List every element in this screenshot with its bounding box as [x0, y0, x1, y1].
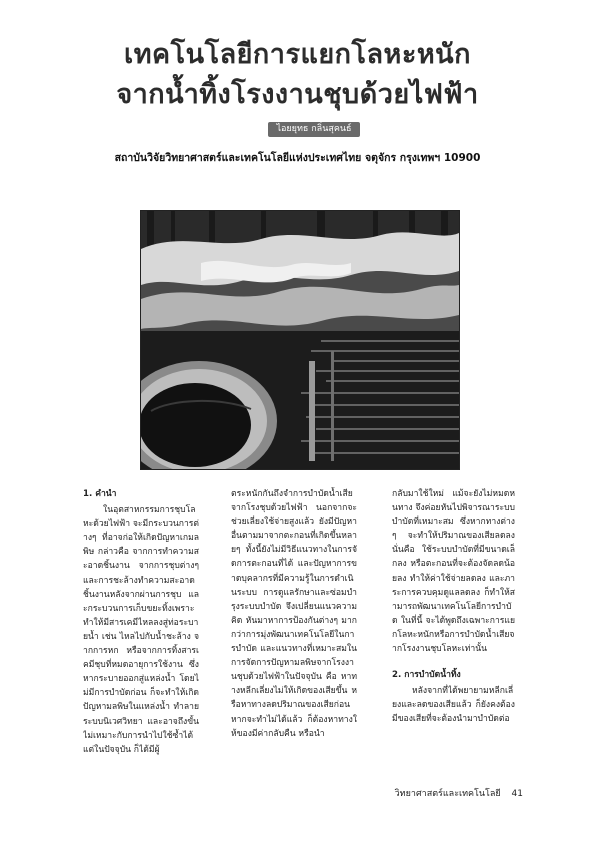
paragraph-intro-end: กลับมาใช้ใหม่ แม้จะยังไม่หมดหนทาง จึงค่อยหันไปพิจารณาระบบบำบัดที่เหมาะสม ซึ่งหากทางต่างๆ จะทำให้ปริมาณของเสียลดลง นั่นคือ ใช้ระบบบำบัดที่มีขนาดเล็กลง หรือตะกอนที่จะต้องจัดลดน้อยลง ทำให้ค่าใช้จ่ายลดลง และภาระการควบคุมดูแลลดลง ก็ทำให้สามารถพัฒนาเทคโนโลยีการบำบัด ในที่นี้ จะได้พูดถึงเฉพาะการแยกโลหะหนักหรือการบำบัดน้ำเสียจากโรงงานชุบโลหะเท่านั้น — [392, 489, 515, 655]
text-column-3 — [392, 487, 515, 777]
article-photo — [140, 210, 460, 470]
article-title-line-1: เทคโนโลยีการแยกโลหะหนัก — [124, 39, 471, 70]
section-heading-treatment: 2. การบำบัดน้ำทิ้ง — [392, 670, 461, 681]
text-column-1 — [83, 487, 199, 777]
article-title-line-2: จากน้ำทิ้งโรงงานชุบด้วยไฟฟ้า — [116, 79, 479, 110]
paragraph-intro-cont: ตระหนักกันถึงจำการบำบัดน้ำเสียจากโรงชุบด้วยไฟฟ้า นอกจากจะช่วยเลี่ยงใช้จ่ายสูงแล้ว ยังมีปัญหาอื่นตามมาจากตะกอนที่เกิดขึ้นหลายๆ ทั้งนี้ยังไม่มีวิธีแนวทางในการจัดการตะกอนที่ได้ และปัญหาการขาดบุคลากรที่มีความรู้ในการดำเนินระบบ การดูแลรักษาและซ่อมบำรุงระบบบำบัด จึงเปลี่ยนแนวความคิด หันมาหาการป้องกันต่างๆ มากกว่าการมุ่งพัฒนาเทคโนโลยีในการบำบัด และแนวทางที่เหมาะสมในการจัดการปัญหามลพิษจากโรงงานชุบด้วยไฟฟ้าในปัจจุบัน คือ หาทางหลีกเลี่ยงไม่ให้เกิดของเสียขึ้น หรือหาทางลดปริมาณของเสียก่อน หากจะทำไม่ได้แล้ว ก็ต้องหาทางให้ของมีค่ากลับคืน หรือนำ — [231, 489, 357, 739]
journal-name: วิทยาศาสตร์และเทคโนโลยี — [394, 789, 501, 799]
text-column-2 — [231, 487, 357, 777]
author-name: ไอยยุทธ กลิ่นสุคนธ์ — [268, 122, 360, 137]
page-number: 41 — [511, 789, 523, 799]
paragraph-treatment: หลังจากที่ได้พยายามหลีกเลี่ยงและลดของเสียแล้ว ก็ยังคงต้องมีของเสียที่จะต้องนำมาบำบัดต่อ — [392, 686, 515, 725]
paragraph-intro: ในอุตสาหกรรมการชุบโลหะด้วยไฟฟ้า จะมีกระบวนการต่างๆ ที่อาจก่อให้เกิดปัญหาเกมลพิษ กล่าวคือ จากการทำความสะอาดชิ้นงาน จากการชุบต่างๆ และการชะล้างทำความสะอาดชิ้นงานหลังจากผ่านการชุบ และกระบวนการเก็บขยะทิ้งเพราะทำให้มีสารเคมีไหลลงสู่ท่อระบายน้ำ เช่น ไหลไปกับน้ำชะล้าง จากการหก หรือจากการทิ้งสารเคมีชุบที่หมดอายุการใช้งาน ซึ่งหากระบายออกสู่แหล่งน้ำ โดยไม่มีการบำบัดก่อน ก็จะทำให้เกิดปัญหามลพิษในแหล่งน้ำ ทำลายระบบนิเวศวิทยา และอาจถึงขั้นไม่เหมาะกับการนำไปใช้ซ้ำได้ แต่ในปัจจุบัน ก็ได้มีผู้ — [83, 505, 199, 755]
photo-illustration — [141, 211, 459, 469]
section-heading-intro: 1. คำนำ — [83, 489, 117, 499]
page-footer — [380, 786, 523, 800]
author-affiliation: สถาบันวิจัยวิทยาศาสตร์และเทคโนโลยีแห่งประเทศไทย จตุจักร กรุงเทพฯ 10900 — [114, 152, 481, 164]
